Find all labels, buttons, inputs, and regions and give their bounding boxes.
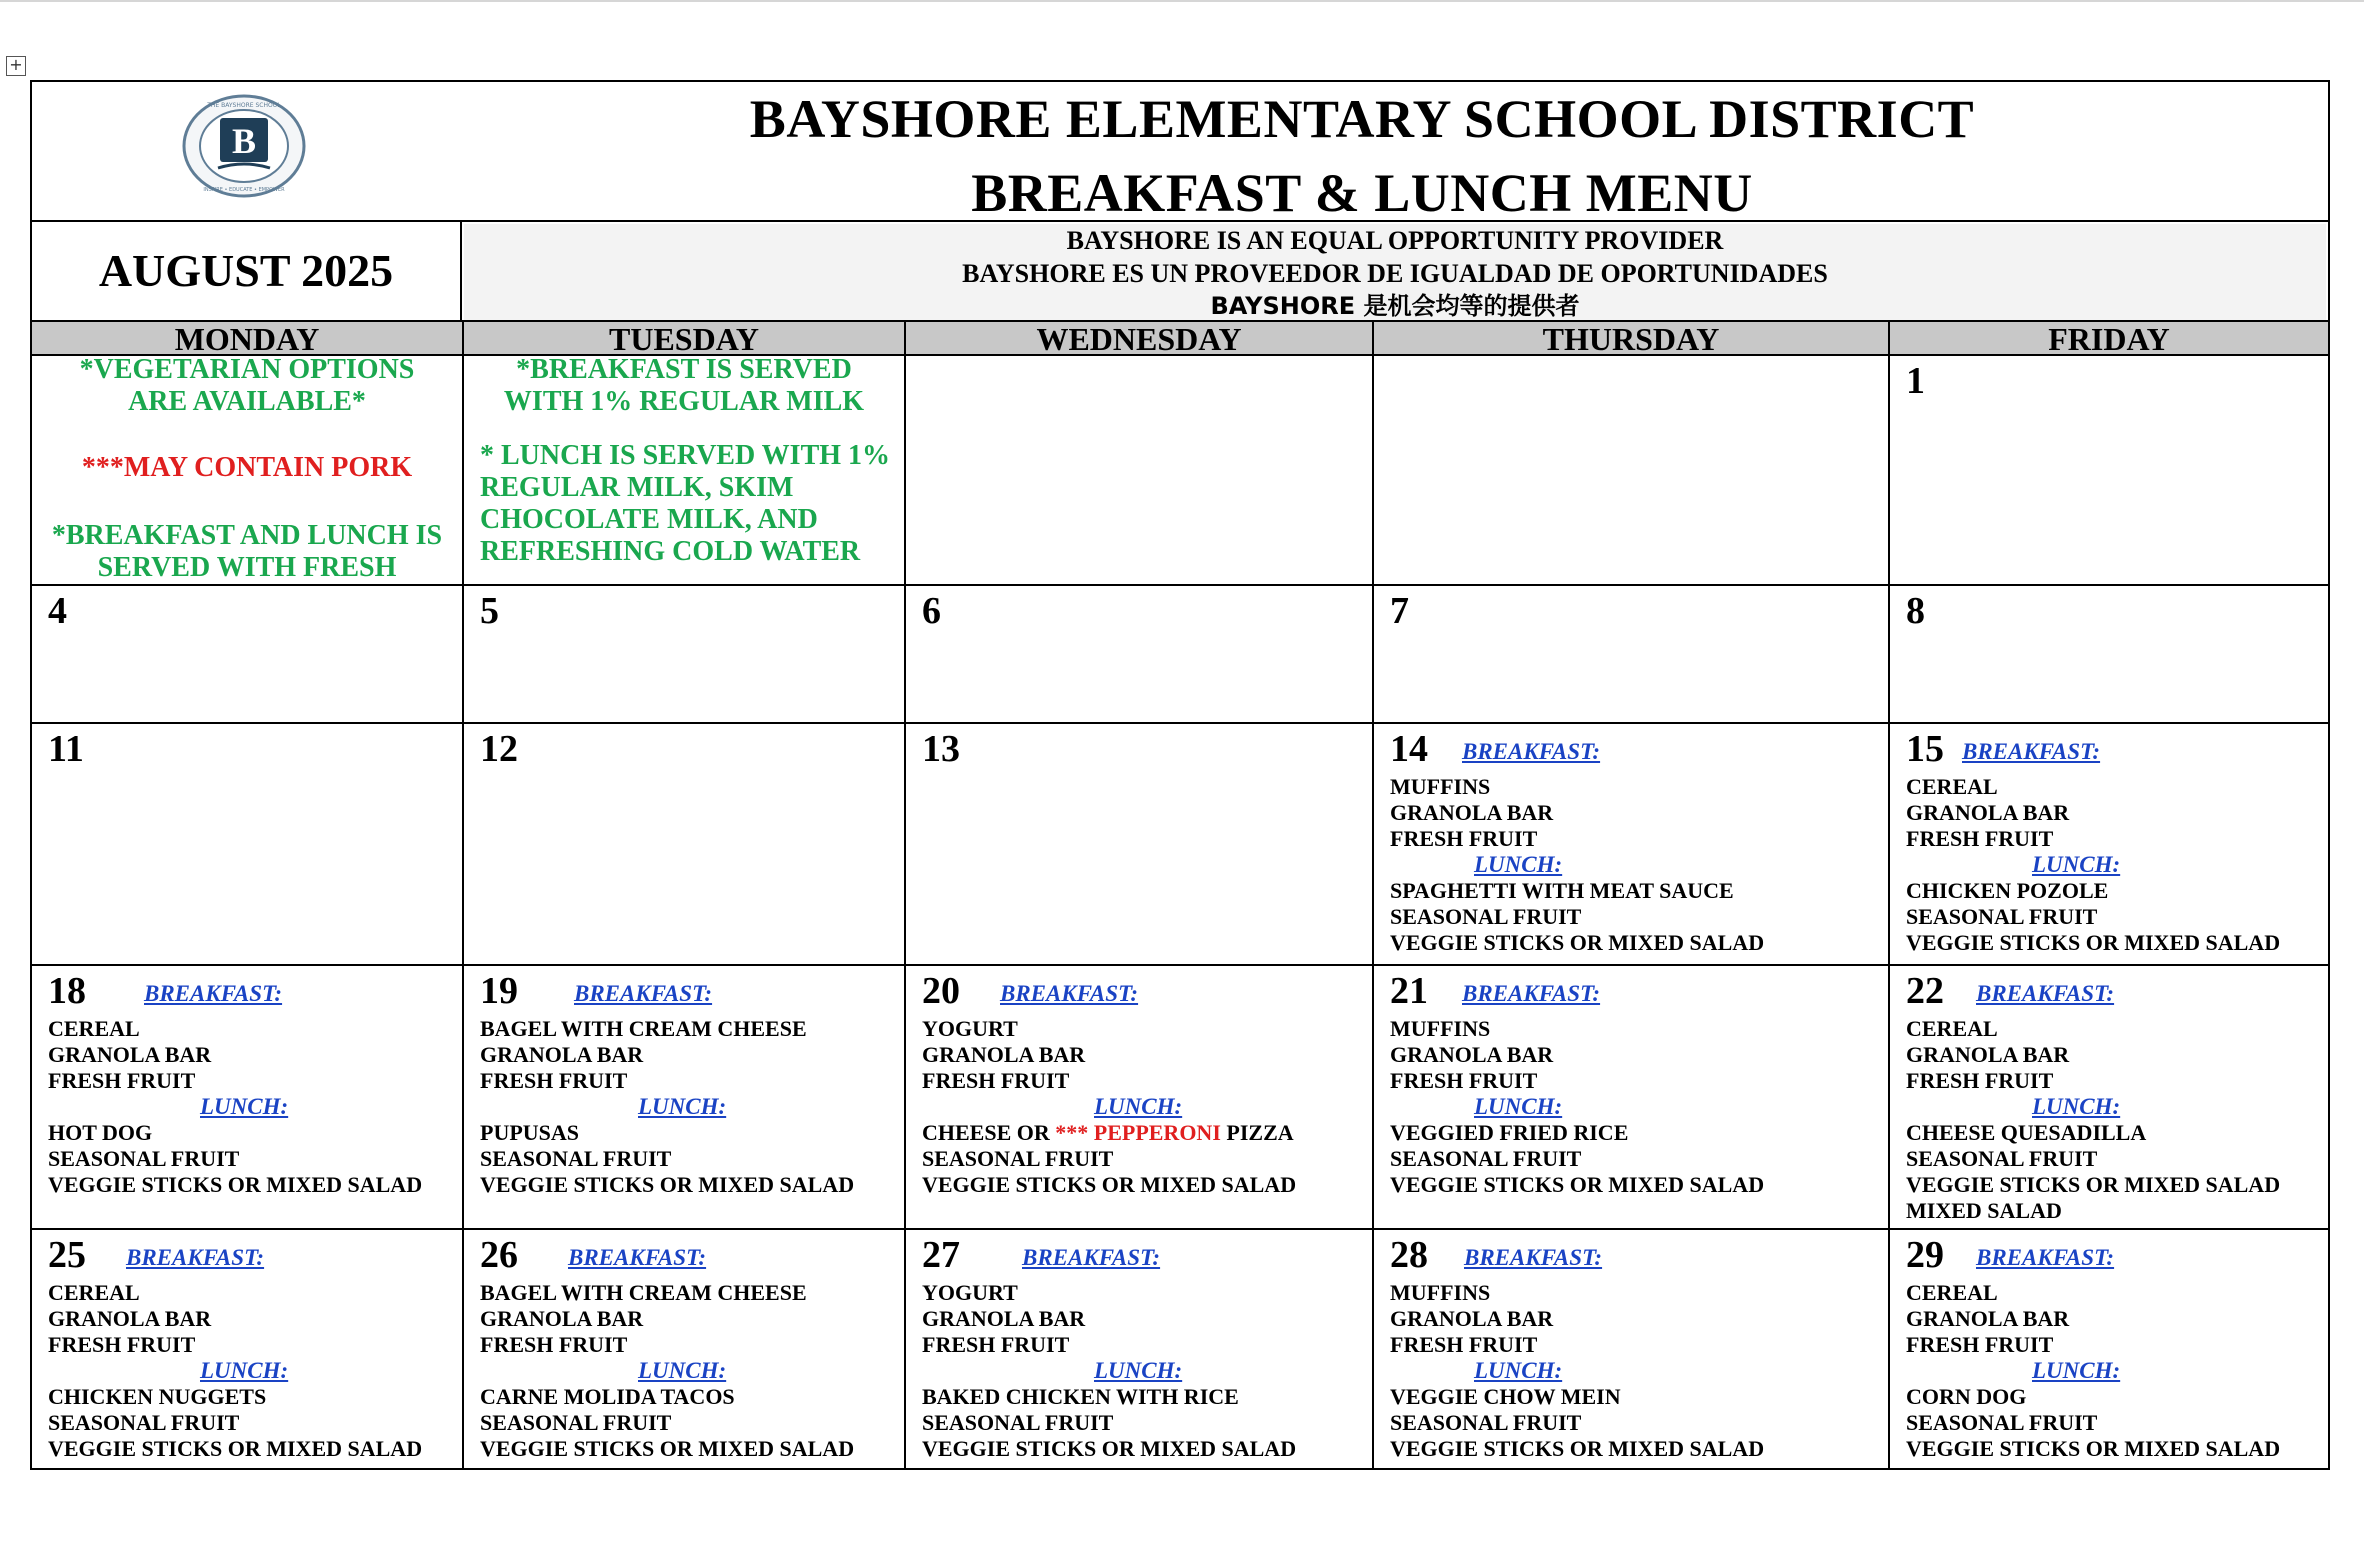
day-cell-28 — [1374, 1230, 1890, 1468]
day-cell-11 — [32, 724, 464, 966]
lunch-heading: LUNCH: — [1474, 1094, 1563, 1119]
breakfast-item: FRESH FRUIT — [1906, 1332, 2054, 1357]
lunch-item: VEGGIE STICKS OR MIXED SALAD — [1906, 1172, 2281, 1197]
breakfast-item: GRANOLA BAR — [480, 1306, 644, 1331]
breakfast-item: CEREAL — [1906, 1280, 1998, 1305]
lunch-item: SEASONAL FRUIT — [1390, 1410, 1582, 1435]
breakfast-item: GRANOLA BAR — [1390, 1042, 1554, 1067]
lunch-item: VEGGIE STICKS OR MIXED SALAD — [480, 1436, 855, 1461]
menu-items — [1906, 1016, 2280, 1224]
top-border — [0, 0, 2364, 2]
empty-cell-thursday — [1374, 356, 1890, 586]
pork-warning: ***MAY CONTAIN PORK — [81, 452, 413, 483]
day-cell-19 — [464, 966, 906, 1230]
breakfast-heading: BREAKFAST: — [1022, 1245, 1161, 1270]
date-number: 11 — [48, 728, 84, 770]
date-number: 14 — [1390, 728, 1428, 770]
weekday-monday: MONDAY — [32, 322, 464, 354]
date-number: 1 — [1906, 360, 1925, 402]
breakfast-item: GRANOLA BAR — [48, 1306, 212, 1331]
lunch-item: SEASONAL FRUIT — [48, 1146, 240, 1171]
breakfast-milk-note: *BREAKFAST IS SERVED WITH 1% REGULAR MILK — [503, 356, 865, 417]
breakfast-heading: BREAKFAST: — [574, 981, 713, 1006]
day-cell-1 — [1890, 356, 2328, 586]
vegetarian-note: *VEGETARIAN OPTIONS ARE AVAILABLE* — [79, 356, 415, 417]
lunch-heading: LUNCH: — [638, 1094, 727, 1119]
breakfast-heading: BREAKFAST: — [1976, 1245, 2115, 1270]
lunch-item: VEGGIE STICKS OR MIXED SALAD — [922, 1436, 1297, 1461]
breakfast-item: GRANOLA BAR — [1906, 1042, 2070, 1067]
header-row — [32, 82, 2328, 222]
lunch-heading: LUNCH: — [1474, 852, 1563, 877]
date-number: 18 — [48, 970, 86, 1012]
breakfast-item: FRESH FRUIT — [1390, 1068, 1538, 1093]
lunch-heading: LUNCH: — [2032, 1358, 2121, 1383]
breakfast-item: FRESH FRUIT — [922, 1068, 1070, 1093]
lunch-heading: LUNCH: — [638, 1358, 727, 1383]
lunch-item: CARNE MOLIDA TACOS — [480, 1384, 735, 1409]
lunch-item: VEGGIE STICKS OR MIXED SALAD — [1390, 1172, 1765, 1197]
date-number: 22 — [1906, 970, 1944, 1012]
day-cell-5 — [464, 586, 906, 724]
breakfast-item: FRESH FRUIT — [922, 1332, 1070, 1357]
breakfast-item: CEREAL — [1906, 1016, 1998, 1041]
date-number: 19 — [480, 970, 518, 1012]
day-cell-6 — [906, 586, 1374, 724]
weekday-friday: FRIDAY — [2048, 321, 2170, 357]
day-cell-12 — [464, 724, 906, 966]
menu-items — [1390, 1016, 1764, 1198]
breakfast-item: CEREAL — [48, 1016, 140, 1041]
notice-chinese: BAYSHORE 是机会均等的提供者 — [1210, 292, 1580, 320]
date-number: 28 — [1390, 1234, 1428, 1276]
menu-items — [922, 1280, 1296, 1462]
breakfast-item: GRANOLA BAR — [480, 1042, 644, 1067]
lunch-item: CHICKEN NUGGETS — [48, 1384, 267, 1409]
equal-opportunity-notice — [464, 224, 2326, 320]
breakfast-heading: BREAKFAST: — [144, 981, 283, 1006]
title-line-2: BREAKFAST & LUNCH MENU — [971, 163, 1753, 223]
breakfast-item: FRESH FRUIT — [1390, 1332, 1538, 1357]
menu-items — [1906, 774, 2280, 956]
date-number: 7 — [1390, 590, 1409, 632]
date-number: 6 — [922, 590, 941, 632]
breakfast-heading: BREAKFAST: — [568, 1245, 707, 1270]
menu-items — [1390, 774, 1764, 956]
lunch-item: SEASONAL FRUIT — [1390, 1146, 1582, 1171]
breakfast-item: YOGURT — [922, 1280, 1018, 1305]
breakfast-item: GRANOLA BAR — [48, 1042, 212, 1067]
menu-items — [480, 1280, 854, 1462]
menu-items — [1906, 1280, 2280, 1462]
breakfast-item: FRESH FRUIT — [48, 1332, 196, 1357]
menu-table — [30, 80, 2330, 1470]
breakfast-item: YOGURT — [922, 1016, 1018, 1041]
date-number: 20 — [922, 970, 960, 1012]
lunch-item: VEGGIE STICKS OR MIXED SALAD — [1390, 1436, 1765, 1461]
breakfast-item: FRESH FRUIT — [1906, 826, 2054, 851]
breakfast-heading: BREAKFAST: — [1000, 981, 1139, 1006]
day-cell-18 — [32, 966, 464, 1230]
breakfast-heading: BREAKFAST: — [1976, 981, 2115, 1006]
lunch-item-pizza: CHEESE OR *** PEPPERONI PIZZA — [922, 1120, 1294, 1145]
fresh-note: *BREAKFAST AND LUNCH IS SERVED WITH FRESH — [51, 520, 443, 583]
lunch-heading: LUNCH: — [200, 1358, 289, 1383]
breakfast-item: CEREAL — [1906, 774, 1998, 799]
date-number: 27 — [922, 1234, 960, 1276]
lunch-item: CHEESE QUESADILLA — [1906, 1120, 2147, 1145]
lunch-item: SEASONAL FRUIT — [922, 1146, 1114, 1171]
menu-items — [480, 1016, 854, 1198]
lunch-item: MIXED SALAD — [1906, 1198, 2062, 1223]
breakfast-item: MUFFINS — [1390, 1016, 1491, 1041]
lunch-item: SPAGHETTI WITH MEAT SAUCE — [1390, 878, 1734, 903]
day-cell-29 — [1890, 1230, 2328, 1468]
day-cell-26 — [464, 1230, 906, 1468]
date-number: 13 — [922, 728, 960, 770]
svg-text:B: B — [231, 121, 257, 161]
lunch-item: PUPUSAS — [480, 1120, 580, 1145]
menu-items — [922, 1016, 1296, 1198]
breakfast-item: FRESH FRUIT — [1906, 1068, 2054, 1093]
date-number: 29 — [1906, 1234, 1944, 1276]
lunch-item: CHICKEN POZOLE — [1906, 878, 2109, 903]
date-number: 4 — [48, 590, 67, 632]
weekday-thursday: THURSDAY — [1374, 322, 1890, 354]
date-number: 12 — [480, 728, 518, 770]
notes-cell-tuesday — [464, 356, 906, 586]
lunch-item: VEGGIE STICKS OR MIXED SALAD — [480, 1172, 855, 1197]
lunch-item: SEASONAL FRUIT — [1906, 904, 2098, 929]
breakfast-item: FRESH FRUIT — [480, 1332, 628, 1357]
breakfast-item: BAGEL WITH CREAM CHEESE — [480, 1280, 807, 1305]
lunch-item: HOT DOG — [48, 1120, 153, 1145]
table-move-handle-icon[interactable]: + — [6, 56, 26, 76]
svg-text:INSPIRE • EDUCATE • EMPOWER: INSPIRE • EDUCATE • EMPOWER — [203, 187, 285, 193]
breakfast-heading: BREAKFAST: — [126, 1245, 265, 1270]
breakfast-item: GRANOLA BAR — [1906, 800, 2070, 825]
breakfast-item: BAGEL WITH CREAM CHEESE — [480, 1016, 807, 1041]
day-cell-4 — [32, 586, 464, 724]
date-number: 25 — [48, 1234, 86, 1276]
notes-cell-monday — [32, 356, 464, 586]
lunch-item: SEASONAL FRUIT — [480, 1146, 672, 1171]
lunch-item: VEGGIE STICKS OR MIXED SALAD — [922, 1172, 1297, 1197]
breakfast-heading: BREAKFAST: — [1462, 739, 1601, 764]
lunch-item: VEGGIE STICKS OR MIXED SALAD — [1390, 930, 1765, 955]
breakfast-item: CEREAL — [48, 1280, 140, 1305]
breakfast-heading: BREAKFAST: — [1462, 981, 1601, 1006]
lunch-item: VEGGIE STICKS OR MIXED SALAD — [48, 1436, 423, 1461]
lunch-item: SEASONAL FRUIT — [1390, 904, 1582, 929]
lunch-item: SEASONAL FRUIT — [922, 1410, 1114, 1435]
lunch-item: BAKED CHICKEN WITH RICE — [922, 1384, 1239, 1409]
menu-items — [48, 1280, 422, 1462]
day-cell-15 — [1890, 724, 2328, 966]
breakfast-item: GRANOLA BAR — [1390, 1306, 1554, 1331]
menu-items — [1390, 1280, 1764, 1462]
month-row — [32, 222, 2328, 322]
breakfast-item: MUFFINS — [1390, 774, 1491, 799]
page-title — [462, 82, 2262, 230]
day-cell-14 — [1374, 724, 1890, 966]
day-cell-7 — [1374, 586, 1890, 724]
empty-cell-wednesday — [906, 356, 1374, 586]
breakfast-item: FRESH FRUIT — [480, 1068, 628, 1093]
breakfast-item: GRANOLA BAR — [922, 1042, 1086, 1067]
lunch-item: VEGGIE STICKS OR MIXED SALAD — [48, 1172, 423, 1197]
day-cell-22 — [1890, 966, 2328, 1230]
lunch-item: VEGGIED FRIED RICE — [1390, 1120, 1629, 1145]
lunch-heading: LUNCH: — [2032, 1094, 2121, 1119]
weekday-header — [32, 322, 2328, 356]
day-cell-27 — [906, 1230, 1374, 1468]
lunch-item: SEASONAL FRUIT — [480, 1410, 672, 1435]
lunch-item: VEGGIE CHOW MEIN — [1390, 1384, 1621, 1409]
breakfast-item: MUFFINS — [1390, 1280, 1491, 1305]
breakfast-heading: BREAKFAST: — [1464, 1245, 1603, 1270]
date-number: 26 — [480, 1234, 518, 1276]
breakfast-item: GRANOLA BAR — [1390, 800, 1554, 825]
lunch-item: CORN DOG — [1906, 1384, 2027, 1409]
breakfast-item: FRESH FRUIT — [1390, 826, 1538, 851]
day-cell-13 — [906, 724, 1374, 966]
lunch-heading: LUNCH: — [200, 1094, 289, 1119]
day-cell-8 — [1890, 586, 2328, 724]
breakfast-item: FRESH FRUIT — [48, 1068, 196, 1093]
day-cell-25 — [32, 1230, 464, 1468]
lunch-heading: LUNCH: — [1094, 1094, 1183, 1119]
date-number: 5 — [480, 590, 499, 632]
month-label: AUGUST 2025 — [32, 222, 462, 320]
notice-spanish: BAYSHORE ES UN PROVEEDOR DE IGUALDAD DE OPORTUNIDADES — [962, 259, 1828, 288]
date-number: 8 — [1906, 590, 1925, 632]
notice-english: BAYSHORE IS AN EQUAL OPPORTUNITY PROVIDER — [1066, 226, 1724, 255]
title-line-1: BAYSHORE ELEMENTARY SCHOOL DISTRICT — [749, 89, 1975, 149]
lunch-item: VEGGIE STICKS OR MIXED SALAD — [1906, 930, 2281, 955]
lunch-item: SEASONAL FRUIT — [48, 1410, 240, 1435]
day-cell-21 — [1374, 966, 1890, 1230]
lunch-heading: LUNCH: — [1094, 1358, 1183, 1383]
date-number: 21 — [1390, 970, 1428, 1012]
day-cell-20 — [906, 966, 1374, 1230]
lunch-item: SEASONAL FRUIT — [1906, 1146, 2098, 1171]
breakfast-item: GRANOLA BAR — [1906, 1306, 2070, 1331]
lunch-heading: LUNCH: — [2032, 852, 2121, 877]
lunch-item: VEGGIE STICKS OR MIXED SALAD — [1906, 1436, 2281, 1461]
weekday-tuesday: TUESDAY — [464, 322, 906, 354]
pork-marker: *** PEPPERONI — [1055, 1120, 1221, 1145]
lunch-milk-note: * LUNCH IS SERVED WITH 1% REGULAR MILK, SKIM CHOCOLATE MILK, AND REFRESHING COLD WATER — [480, 440, 891, 567]
weekday-wednesday: WEDNESDAY — [906, 322, 1374, 354]
breakfast-heading: BREAKFAST: — [1962, 739, 2101, 764]
lunch-heading: LUNCH: — [1474, 1358, 1563, 1383]
menu-items — [48, 1016, 422, 1198]
school-logo — [182, 94, 306, 198]
svg-text:THE BAYSHORE SCHOOL: THE BAYSHORE SCHOOL — [207, 102, 281, 109]
breakfast-item: GRANOLA BAR — [922, 1306, 1086, 1331]
lunch-item: SEASONAL FRUIT — [1906, 1410, 2098, 1435]
date-number: 15 — [1906, 728, 1944, 770]
